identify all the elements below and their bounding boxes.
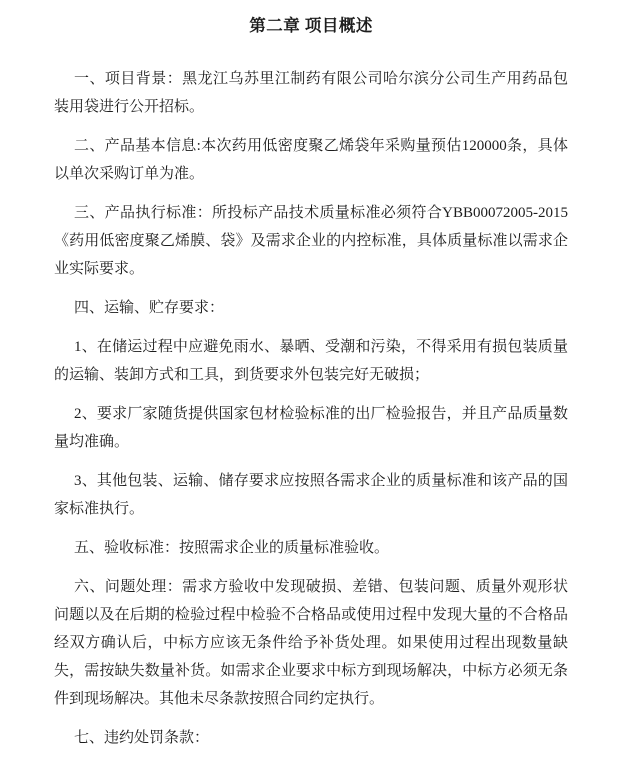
paragraph-penalty-clause-heading: 七、违约处罚条款： xyxy=(74,730,210,746)
paragraph-product-basic-info: 二、产品基本信息:本次药用低密度聚乙烯袋年采购量预估120000条，具体以单次采购订单为准。 xyxy=(54,138,568,182)
paragraph-transport-storage-heading: 四、运输、贮存要求： xyxy=(74,300,225,316)
chapter-title: 第二章 项目概述 xyxy=(249,16,373,35)
paragraph-product-standard: 三、产品执行标准：所投标产品技术质量标准必须符合YBB00072005-2015《药用低密度聚乙烯膜、袋》及需求企业的内控标准，具体质量标准以需求企业实际要求。 xyxy=(54,205,568,277)
paragraph-transport-item-1: 1、在储运过程中应避免雨水、暴晒、受潮和污染，不得采用有损包装质量的运输、装卸方式和工具，到货要求外包装完好无破损； xyxy=(54,339,568,383)
paragraph-acceptance-standard: 五、验收标准：按照需求企业的质量标准验收。 xyxy=(74,540,390,556)
paragraph-project-background: 一、项目背景：黑龙江乌苏里江制药有限公司哈尔滨分公司生产用药品包装用袋进行公开招标。 xyxy=(54,71,568,115)
paragraph-transport-item-2: 2、要求厂家随货提供国家包材检验标准的出厂检验报告，并且产品质量数量均准确。 xyxy=(54,406,568,450)
paragraph-transport-item-3: 3、其他包装、运输、储存要求应按照各需求企业的质量标准和该产品的国家标准执行。 xyxy=(54,473,568,517)
paragraph-issue-handling: 六、问题处理：需求方验收中发现破损、差错、包装问题、质量外观形状问题以及在后期的检验过程中检验不合格品或使用过程中发现大量的不合格品经双方确认后，中标方应该无条件给予补货处理。如果使用过程出现数量缺失，需按缺失数量补货。如需求企业要求中标方到现场解决，中标方必须无条件到现场解决。其他未尽条款按照合同约定执行。 xyxy=(54,579,568,707)
